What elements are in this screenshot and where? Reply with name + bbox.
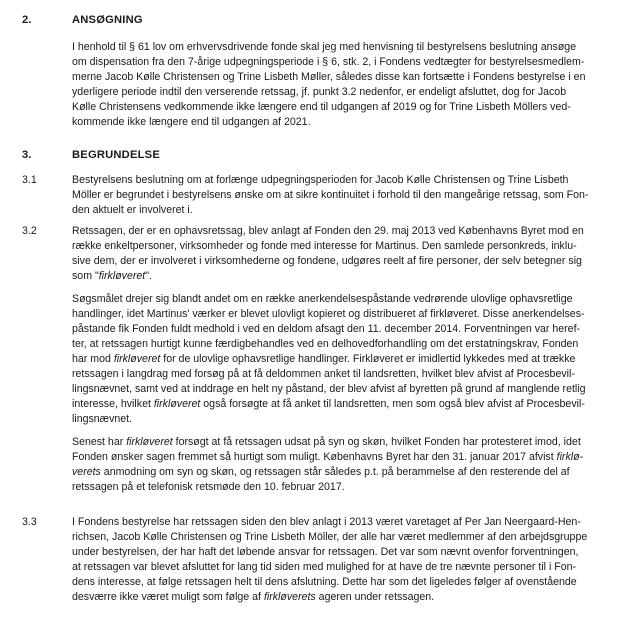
text-run: Senest har — [72, 436, 127, 448]
subsection-number: 3.3 — [22, 516, 37, 528]
text-line — [72, 352, 594, 367]
italic-term: firklø- — [556, 451, 584, 463]
text-run: ageren under retssagen. — [315, 591, 435, 603]
text-line — [72, 397, 594, 412]
text-line — [72, 173, 594, 188]
text-line — [72, 435, 594, 450]
text-line — [72, 560, 594, 575]
text-line — [72, 575, 594, 590]
text-line — [72, 465, 594, 480]
text-run: Fonden ønsker sagen fremmet så hurtigt som muligt. Københavns Byret har den 31. januar 2017 afvist — [72, 451, 557, 463]
paragraph — [72, 173, 594, 218]
text-line — [72, 254, 594, 269]
text-run: række enkeltpersoner, virksomheder og fonde med interesse for Martinus. Den samlede personkreds, inklu- — [72, 240, 577, 252]
italic-term: firkløveret — [98, 270, 146, 282]
italic-term: verets — [72, 466, 101, 478]
text-run: ". — [145, 270, 152, 282]
text-line — [72, 40, 594, 55]
text-run: dens interesse, at følge retssagen helt til dens afslutning. Dette har som det ligeledes følger af ovenstående — [72, 576, 577, 588]
text-line — [72, 545, 594, 560]
section-number: 2. — [22, 14, 32, 26]
text-line — [72, 55, 594, 70]
text-line — [72, 188, 594, 203]
text-run: Bestyrelsens beslutning om at forlænge udpegningsperioden for Jacob Kølle Christensen og Trine Lisbeth — [72, 174, 569, 186]
text-run: Möller er begrundet i bestyrelsens ønske om at sikre kontinuitet i forhold til den mangeårige retssag, som Fon- — [72, 189, 589, 201]
text-run: anmodning om syn og skøn, og retssagen står således p.t. på berammelse af den resterende del af — [100, 466, 570, 478]
text-line — [72, 450, 594, 465]
section-number: 3. — [22, 149, 32, 161]
subsection-number: 3.1 — [22, 174, 37, 186]
text-line — [72, 115, 594, 130]
text-run: under bestyrelsen, der har haft det løbende ansvar for retssagen. Det var som nævnt ovenfor forventningen, — [72, 546, 579, 558]
text-line — [72, 367, 594, 382]
text-run: ter, at retssagen hurtigt kunne færdigbehandles ved en delhovedforhandling om det erstatningskrav, Fonden — [72, 338, 579, 350]
text-run: interesse, hvilket — [72, 398, 154, 410]
text-run: sive dem, der er involveret i virksomhederne og fondene, udgøres reelt af fire personer, der selv betegner sig — [72, 255, 582, 267]
italic-term: firkløveret — [113, 353, 161, 365]
text-run: richsen, Jacob Kølle Christensen og Trine Lisbeth Möller, der alle har været medlemmer af den arbejdsgruppe — [72, 531, 588, 543]
text-line — [72, 530, 594, 545]
text-run: også forsøgte at få anket til landsretten, men som også blev afvist af Procesbevil- — [200, 398, 585, 410]
text-line — [72, 337, 594, 352]
text-run: lingsnævnet, samt ved at inddrage en helt ny påstand, der blev afvist af byretten på grund af manglende retlig — [72, 383, 586, 395]
text-run: forsøgt at få retssagen udsat på syn og skøn, hvilket Fonden har protesteret imod, idet — [172, 436, 581, 448]
text-run: retssagen i langdrag med forsøg på at få deldommen anket til landsretten, hvilket blev afvist af Procesbevil- — [72, 368, 575, 380]
text-run: påstande fik Fonden fuldt medhold i ved en deldom afsagt den 11. december 2014. Forventningen var heref- — [72, 323, 581, 335]
text-line — [72, 203, 594, 218]
text-run: som " — [72, 270, 99, 282]
subsection-number: 3.2 — [22, 225, 37, 237]
text-run: den aktuelt er involveret i. — [72, 204, 193, 216]
paragraph — [72, 224, 594, 284]
text-run: for de ulovlige ophavsretlige handlinger. Firkløveret er imidlertid lykkedes med at trække — [160, 353, 576, 365]
paragraph — [72, 292, 594, 427]
text-run: lingsnævnet. — [72, 413, 133, 425]
text-run: handlinger, idet Martinus' værker er blevet ulovligt kopieret og distribueret af firkløveret. Disse anerkendelses- — [72, 308, 585, 320]
text-line — [72, 382, 594, 397]
text-run: I henhold til § 61 lov om erhvervsdrivende fonde skal jeg med henvisning til bestyrelsens beslutning ansøge — [72, 41, 577, 53]
text-run: om dispensation fra den 7-årige udpegningsperiode i § 6, stk. 2, i Fondens vedtægter for bestyrelsesmedlem- — [72, 56, 585, 68]
text-run: desværre ikke været muligt som følge af — [72, 591, 264, 603]
text-line — [72, 269, 594, 284]
text-run: retssagen på et telefonisk retsmøde den 10. februar 2017. — [72, 481, 345, 493]
text-run: I Fondens bestyrelse har retssagen siden den blev anlagt i 2013 været varetaget af Per Jan Neergaard-Hen- — [72, 516, 581, 528]
text-line — [72, 85, 594, 100]
italic-term: firkløveret — [126, 436, 173, 448]
text-run: Retssagen, der er en ophavsretssag, blev anlagt af Fonden den 29. maj 2013 ved Københavns Byret mod en — [72, 225, 584, 237]
text-line — [72, 224, 594, 239]
paragraph — [72, 515, 594, 605]
text-run: merne Jacob Kølle Christensen og Trine Lisbeth Møller, således disse kan fortsætte i Fondens bestyrelse i en — [72, 71, 586, 83]
paragraph — [72, 40, 594, 130]
text-line — [72, 480, 594, 495]
text-line — [72, 590, 594, 605]
text-line — [72, 307, 594, 322]
section-title: BEGRUNDELSE — [72, 149, 160, 161]
section-title: ANSØGNING — [72, 14, 143, 26]
text-line — [72, 239, 594, 254]
text-line — [72, 412, 594, 427]
text-run: at retssagen var blevet afsluttet for lang tid siden med mulighed for at have de tre nævnte personer til i Fon- — [72, 561, 577, 573]
text-line — [72, 292, 594, 307]
text-run: Kølle Christensens vedkommende ikke længere end til udgangen af 2019 og for Trine Lisbeth Möllers ved- — [72, 101, 571, 113]
text-run: kommende ikke længere end til udgangen af 2021. — [72, 116, 311, 128]
text-run: yderligere periode indtil den verserende retssag, jf. punkt 3.2 nedenfor, er endeligt afsluttet, dog for Jacob — [72, 86, 567, 98]
text-line — [72, 100, 594, 115]
text-run: Søgsmålet drejer sig blandt andet om en række anerkendelsespåstande vedrørende ulovlige ophavsretlige — [72, 293, 573, 305]
text-line — [72, 322, 594, 337]
italic-term: firkløveret — [153, 398, 201, 410]
italic-term: firkløverets — [263, 591, 316, 603]
paragraph — [72, 435, 594, 495]
text-line — [72, 70, 594, 85]
text-run: har mod — [72, 353, 114, 365]
text-line — [72, 515, 594, 530]
